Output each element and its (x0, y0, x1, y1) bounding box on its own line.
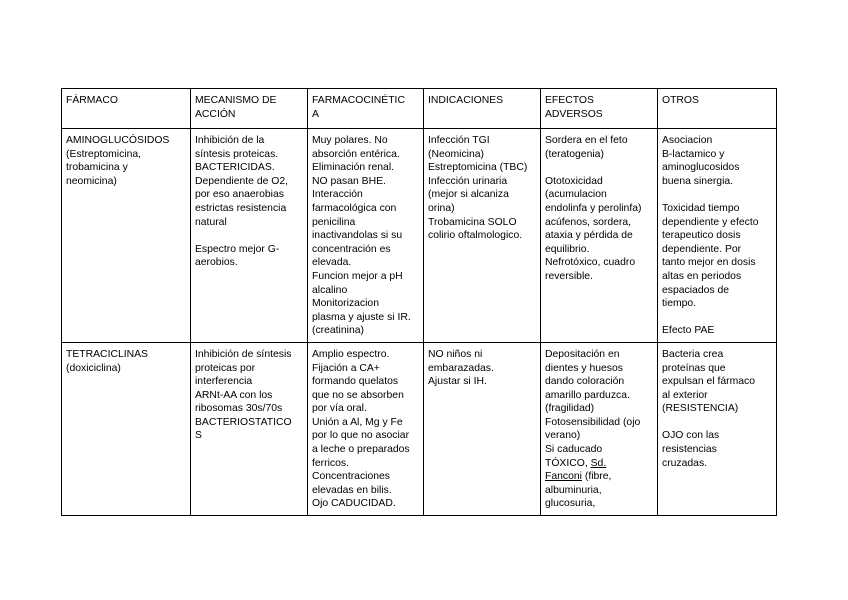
cell-text-line: (acumulacion (545, 189, 607, 201)
cell-text-line: neomicina) (66, 175, 117, 187)
cell-text-line: dependiente y efecto (662, 216, 759, 228)
cell-text-line: NO niños ni (428, 348, 483, 360)
header-text-line: INDICACIONES (428, 95, 504, 106)
cell-text-line: proteínas que (662, 362, 726, 374)
cell-text-line: síntesis proteicas. (195, 148, 279, 160)
header-cell-farmacocinetica (308, 89, 424, 129)
table-row (62, 342, 777, 515)
header-text-line: FARMACOCINÉTIC (312, 95, 405, 106)
cell-text-line: por vía oral. (312, 403, 367, 415)
cell-text-line: Bacteria crea (662, 348, 724, 360)
cell-text-line: Inhibición de la (195, 135, 265, 146)
header-cell-efectos-adversos (541, 89, 658, 129)
cell-text-line: Monitorizacion (312, 298, 379, 310)
cell-text-line: natural (195, 216, 227, 228)
cell-text-line: Ototoxicidad (545, 175, 603, 187)
cell-text-line: orina) (428, 202, 455, 214)
header-cell-otros (658, 89, 777, 129)
cell-text-line: amarillo parduzca. (545, 389, 630, 401)
header-text-line: OTROS (662, 95, 699, 106)
cell-text-line: Amplio espectro. (312, 348, 390, 360)
cell-text-line: Espectro mejor G- (195, 243, 280, 255)
header-cell-farmaco (62, 89, 191, 129)
cell-text-line: dando coloración (545, 376, 625, 388)
cell-text-line: ataxia y pérdida de (545, 230, 633, 242)
cell-indicaciones (424, 129, 541, 343)
cell-text-line: terapeutico dosis (662, 230, 741, 242)
cell-text-line: tanto mejor en dosis (662, 257, 756, 269)
cell-text-line: acúfenos, sordera, (545, 216, 632, 228)
cell-farmacocinetica (308, 342, 424, 515)
cell-text-line: Concentraciones (312, 471, 390, 483)
cell-mecanismo (191, 342, 308, 515)
cell-text-line: dientes y huesos (545, 362, 623, 374)
header-cell-indicaciones (424, 89, 541, 129)
cell-text-line: interferencia (195, 376, 253, 388)
cell-farmaco (62, 342, 191, 515)
cell-otros (658, 342, 777, 515)
header-text-line: MECANISMO DE (195, 95, 277, 106)
cell-text-line: buena sinergia. (662, 175, 734, 187)
blank-line (662, 188, 772, 202)
cell-text-line: concentración es (312, 243, 391, 255)
cell-text-line: ribosomas 30s/70s (195, 403, 283, 415)
cell-text-line: NO pasan BHE. (312, 175, 386, 187)
cell-text-line: inactivandolas si su (312, 230, 403, 242)
cell-text-line: (mejor si alcaniza (428, 189, 509, 201)
cell-text-line: B-lactamico y (662, 148, 725, 160)
cell-text-line: Efecto PAE (662, 325, 715, 337)
cell-text-line: Fanconi (fibre, (545, 471, 612, 483)
cell-text-line: espaciados de (662, 284, 730, 296)
cell-text-line: que no se absorben (312, 389, 404, 401)
cell-text-line: verano) (545, 430, 581, 442)
cell-text-line: (doxiciclina) (66, 362, 121, 374)
cell-text-line: endolinfa y perolinfa) (545, 202, 642, 214)
cell-text-line: elevadas en bilis. (312, 484, 392, 496)
header-text-line: A (312, 108, 319, 120)
cell-text-line: (Neomicina) (428, 148, 485, 160)
cell-text-line: cruzadas. (662, 457, 708, 469)
cell-text-line: colirio oftalmologico. (428, 230, 523, 242)
cell-text-line: ferricos. (312, 457, 349, 469)
cell-text-line: resistencias (662, 444, 717, 456)
cell-text-line: (RESISTENCIA) (662, 403, 739, 415)
cell-text-line: Ojo CADUCIDAD. (312, 498, 396, 510)
header-text-line: FÁRMACO (66, 95, 118, 106)
cell-text-line: proteicas por (195, 362, 256, 374)
cell-text-line: estrictas resistencia (195, 202, 287, 214)
cell-text-line: Trobamicina SOLO (428, 216, 517, 228)
blank-line (662, 311, 772, 325)
cell-text-line: a leche o preparados (312, 444, 410, 456)
cell-efectos-adversos (541, 342, 658, 515)
drug-table (61, 88, 777, 516)
cell-text-line: OJO con las (662, 430, 720, 442)
cell-text-line: BACTERIOSTATICO (195, 416, 292, 428)
header-text-line: EFECTOS (545, 95, 594, 106)
cell-text-line: Infección TGI (428, 135, 490, 146)
cell-text-line: formando quelatos (312, 376, 399, 388)
cell-text-line: alcalino (312, 284, 348, 296)
cell-text-line: aminoglucosidos (662, 162, 740, 174)
blank-line (662, 416, 772, 430)
cell-farmaco (62, 129, 191, 343)
cell-text-line: Eliminación renal. (312, 162, 395, 174)
cell-text-line: Depositación en (545, 348, 620, 360)
cell-text-line: (creatinina) (312, 325, 364, 337)
cell-text-line: AMINOGLUCÓSIDOS (66, 135, 170, 146)
cell-text-line: farmacológica con (312, 202, 397, 214)
cell-text-line: dependiente. Por (662, 243, 742, 255)
table-row (62, 129, 777, 343)
header-text-line: ACCIÓN (195, 108, 236, 120)
cell-indicaciones (424, 342, 541, 515)
cell-text-line: Asociacion (662, 135, 713, 146)
cell-text-line: Estreptomicina (TBC) (428, 162, 528, 174)
cell-text-line: Interacción (312, 189, 363, 201)
cell-text-line: Nefrotóxico, cuadro (545, 257, 636, 269)
cell-text-line: Dependiente de O2, (195, 175, 289, 187)
cell-text-line: equilibrio. (545, 243, 590, 255)
cell-text-line: reversible. (545, 270, 593, 282)
cell-text-line: elevada. (312, 257, 352, 269)
cell-text-line: por eso anaerobias (195, 189, 284, 201)
cell-text-line: embarazadas. (428, 362, 494, 374)
cell-text-line: absorción entérica. (312, 148, 400, 160)
cell-text-line: (Estreptomicina, (66, 148, 142, 160)
cell-text-line: (teratogenia) (545, 148, 604, 160)
cell-text-line: S (195, 430, 202, 442)
header-cell-mecanismo (191, 89, 308, 129)
cell-otros (658, 129, 777, 343)
cell-text-line: Unión a Al, Mg y Fe (312, 416, 403, 428)
cell-text-line: expulsan el fármaco (662, 376, 755, 388)
cell-text-line: al exterior (662, 389, 708, 401)
cell-text-line: Toxicidad tiempo (662, 202, 740, 214)
blank-line (195, 229, 303, 243)
cell-text-line: plasma y ajuste si IR. (312, 311, 411, 323)
cell-text-line: Funcion mejor a pH (312, 270, 403, 282)
cell-text-line: ARNt-AA con los (195, 389, 273, 401)
cell-text-line: (fragilidad) (545, 403, 595, 415)
cell-mecanismo (191, 129, 308, 343)
cell-text-line: Infección urinaria (428, 175, 508, 187)
cell-text-line: tiempo. (662, 298, 697, 310)
cell-text-line: altas en periodos (662, 270, 742, 282)
cell-text-line: Sordera en el feto (545, 135, 628, 146)
table-header-row (62, 89, 777, 129)
cell-text-line: albuminuria, (545, 484, 602, 496)
cell-text-line: TÓXICO, Sd. (545, 457, 607, 469)
cell-text-line: Ajustar si IH. (428, 376, 487, 388)
blank-line (545, 161, 653, 175)
cell-text-line: Si caducado (545, 444, 603, 456)
cell-text-line: TETRACICLINAS (66, 348, 148, 360)
cell-farmacocinetica (308, 129, 424, 343)
header-text-line: ADVERSOS (545, 108, 603, 120)
cell-text-line: glucosuria, (545, 498, 596, 510)
cell-efectos-adversos (541, 129, 658, 343)
cell-text-line: penicilina (312, 216, 356, 228)
cell-text-line: Inhibición de síntesis (195, 348, 292, 360)
cell-text-line: Muy polares. No (312, 135, 388, 146)
cell-text-line: BACTERICIDAS. (195, 162, 275, 174)
cell-text-line: por lo que no asociar (312, 430, 410, 442)
cell-text-line: Fotosensibilidad (ojo (545, 416, 641, 428)
cell-text-line: Fijación a CA+ (312, 362, 380, 374)
cell-text-line: aerobios. (195, 257, 238, 269)
cell-text-line: trobamicina y (66, 162, 128, 174)
